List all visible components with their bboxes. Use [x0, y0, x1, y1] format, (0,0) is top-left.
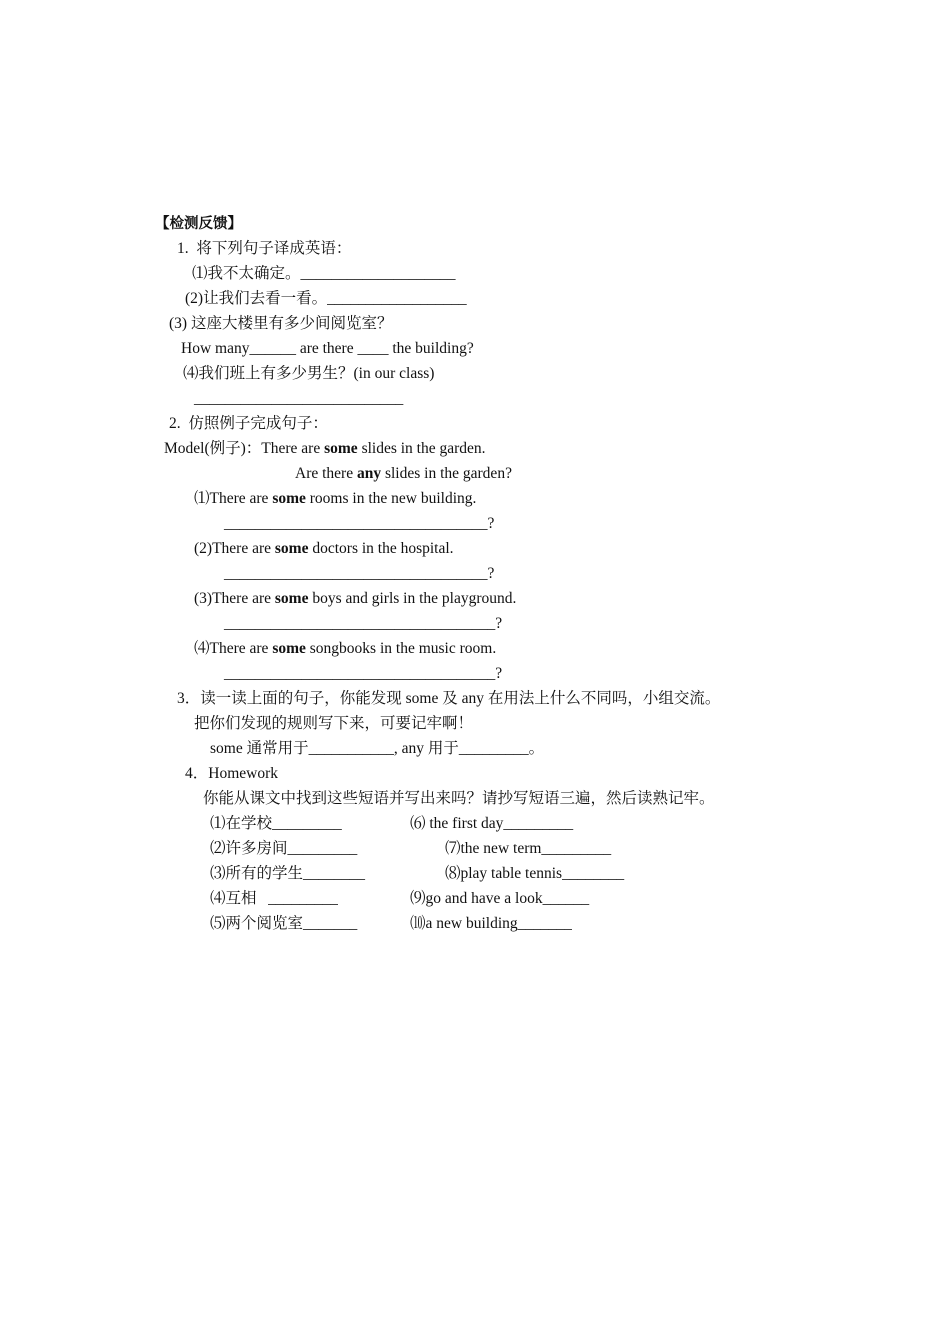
q3-line-2: 把你们发现的规则写下来，可要记牢啊！	[194, 715, 474, 732]
phrase-left-5: ⑸两个阅览室_______	[210, 915, 358, 932]
q2-item-2-blank: __________________________________?	[224, 565, 495, 582]
q2-item-3-blank: ___________________________________?	[224, 615, 503, 632]
phrase-left-4: ⑷互相 _________	[210, 890, 338, 907]
q2-model-line-2: Are there any slides in the garden?	[295, 465, 512, 482]
q1-item-3: (3) 这座大楼里有多少间阅览室？	[169, 315, 393, 332]
q1-item-1: ⑴我不太确定。____________________	[192, 265, 456, 282]
q2-item-2: (2)There are some doctors in the hospital.	[194, 540, 454, 557]
q3-line-1: 3．读一读上面的句子，你能发现 some 及 any 在用法上什么不同吗，小组交流。	[177, 690, 721, 707]
phrase-right-9: ⑼go and have a look______	[410, 890, 590, 907]
phrase-right-6: ⑹ the first day_________	[410, 815, 574, 832]
section-title: 【检测反馈】	[155, 216, 242, 232]
phrase-right-7: ⑺the new term_________	[445, 840, 612, 857]
phrase-left-2: ⑵许多房间_________	[210, 840, 358, 857]
q3-line-3: some 通常用于___________, any 用于_________。	[210, 740, 545, 757]
phrase-right-8: ⑻play table tennis________	[445, 865, 625, 882]
q1-item-4: ⑷我们班上有多少男生？(in our class)	[183, 365, 435, 382]
q2-item-4-blank: ___________________________________?	[224, 665, 503, 682]
q4-heading: 4．Homework	[185, 765, 278, 782]
q4-intro: 你能从课文中找到这些短语并写出来吗？请抄写短语三遍，然后读熟记牢。	[203, 790, 715, 807]
q2-item-3: (3)There are some boys and girls in the playground.	[194, 590, 517, 607]
q1-item-3-english: How many______ are there ____ the building?	[181, 340, 474, 357]
q2-model-line-1: Model(例子)：There are some slides in the garden.	[164, 440, 486, 457]
phrase-right-10: ⑽a new building_______	[410, 915, 572, 932]
phrase-left-1: ⑴在学校_________	[210, 815, 342, 832]
q2-heading: 2. 仿照例子完成句子：	[169, 415, 328, 432]
q1-item-4-blank: ___________________________	[194, 390, 404, 407]
q2-item-1-blank: __________________________________?	[224, 515, 495, 532]
q1-item-2: (2)让我们去看一看。__________________	[185, 290, 467, 307]
phrase-left-3: ⑶所有的学生________	[210, 865, 366, 882]
q1-heading: 1. 将下列句子译成英语：	[177, 240, 352, 257]
q2-item-1: ⑴There are some rooms in the new building.	[194, 490, 477, 507]
q2-item-4: ⑷There are some songbooks in the music room.	[194, 640, 497, 657]
